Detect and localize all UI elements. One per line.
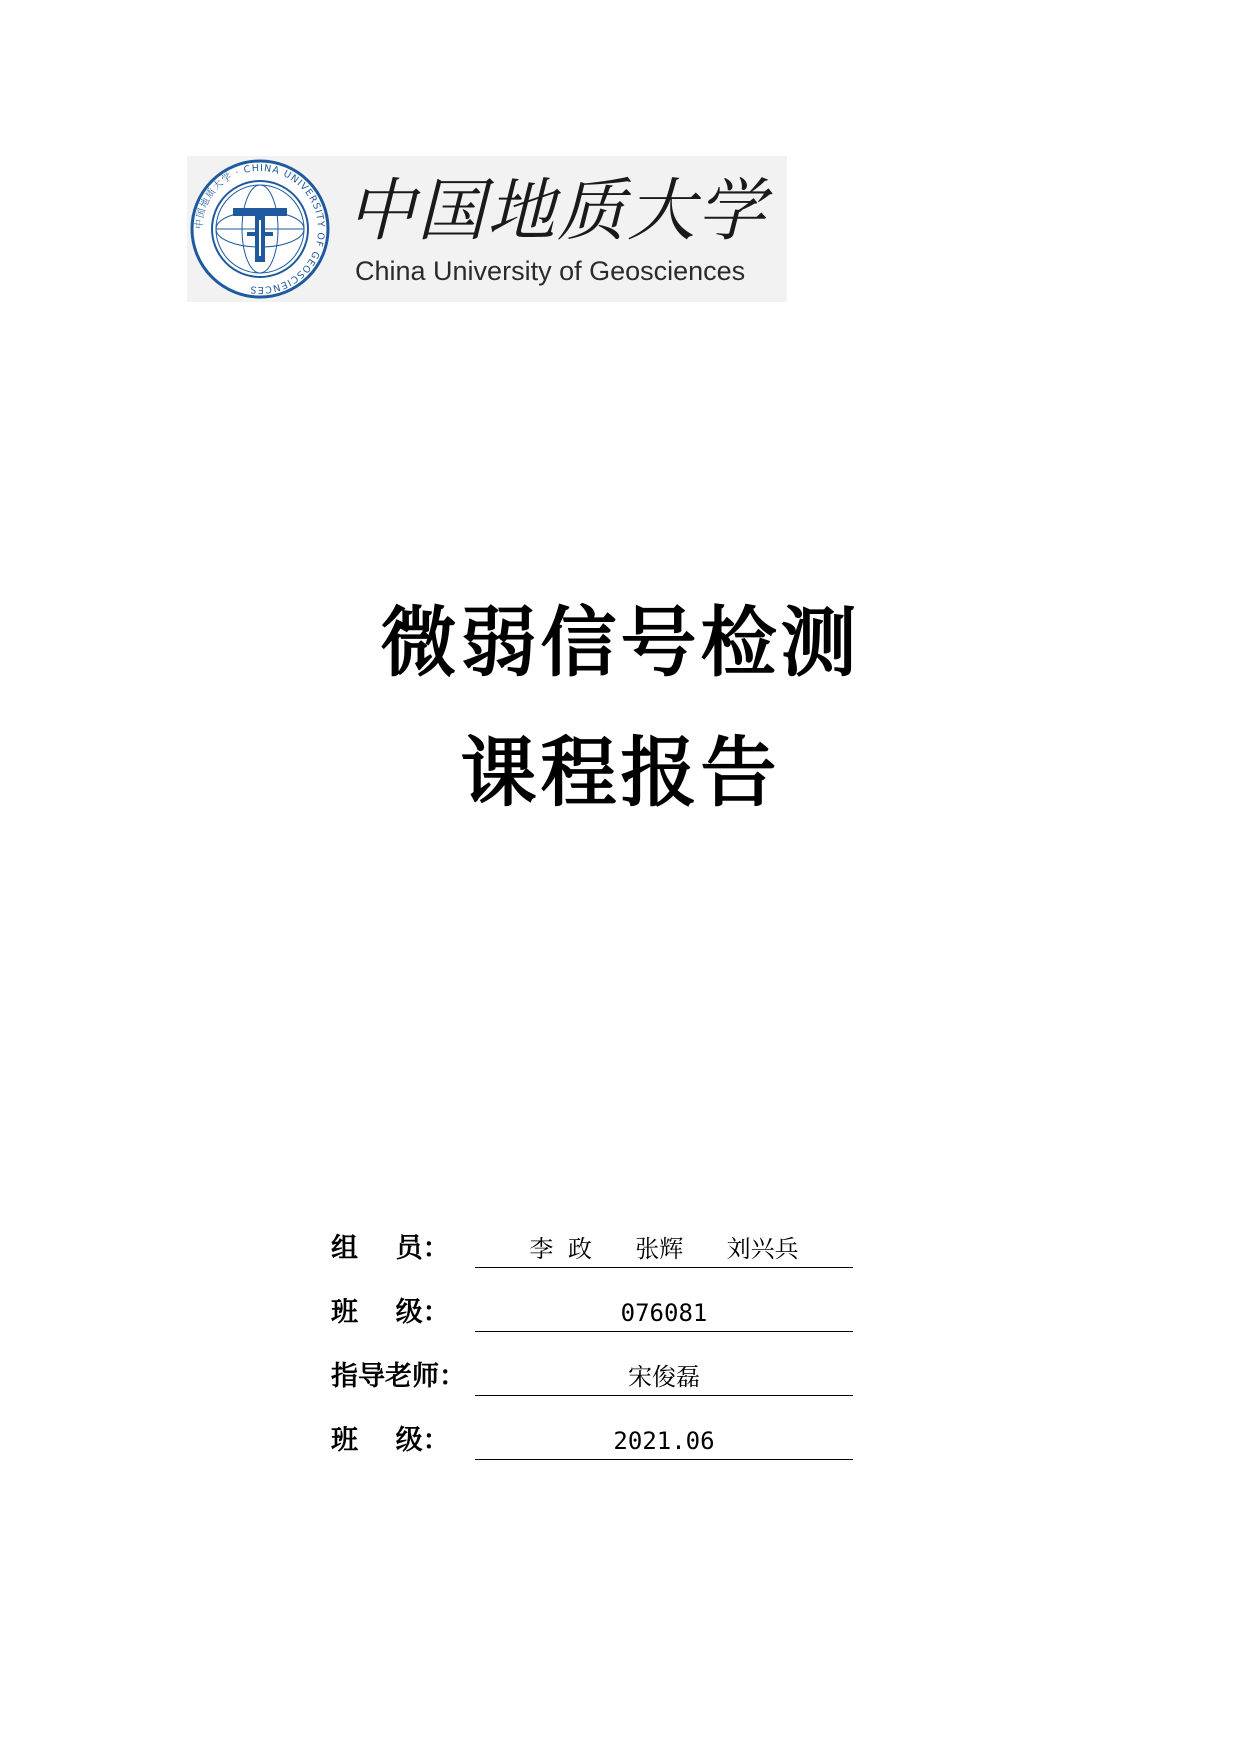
info-row-members	[331, 1229, 861, 1269]
university-logo-banner	[187, 156, 787, 302]
info-row-advisor	[331, 1357, 861, 1397]
info-value-members: 李 政 张辉 刘兴兵	[475, 1229, 853, 1268]
info-label-advisor: 指导老师：	[331, 1361, 466, 1392]
info-label-members: 组 员：	[331, 1233, 450, 1264]
report-title-line2: 课程报告	[460, 728, 781, 817]
info-label-class: 班 级：	[331, 1297, 450, 1328]
info-value-advisor: 宋俊磊	[475, 1357, 853, 1396]
info-label-date: 班 级：	[331, 1425, 450, 1456]
info-row-date	[331, 1421, 861, 1461]
report-title-line1: 微弱信号检测	[380, 598, 861, 687]
university-name-cn: 中国地质大学	[347, 172, 768, 251]
svg-text:中国地质大学 · CHINA UNIVERSITY OF G: 中国地质大学 · CHINA UNIVERSITY OF GEOSCIENCES	[193, 162, 327, 296]
info-value-class: 076081	[475, 1293, 853, 1332]
university-seal-icon	[187, 156, 333, 302]
info-row-class	[331, 1293, 861, 1333]
university-name-en: China University of Geosciences	[355, 256, 746, 286]
info-value-date: 2021.06	[475, 1421, 853, 1460]
